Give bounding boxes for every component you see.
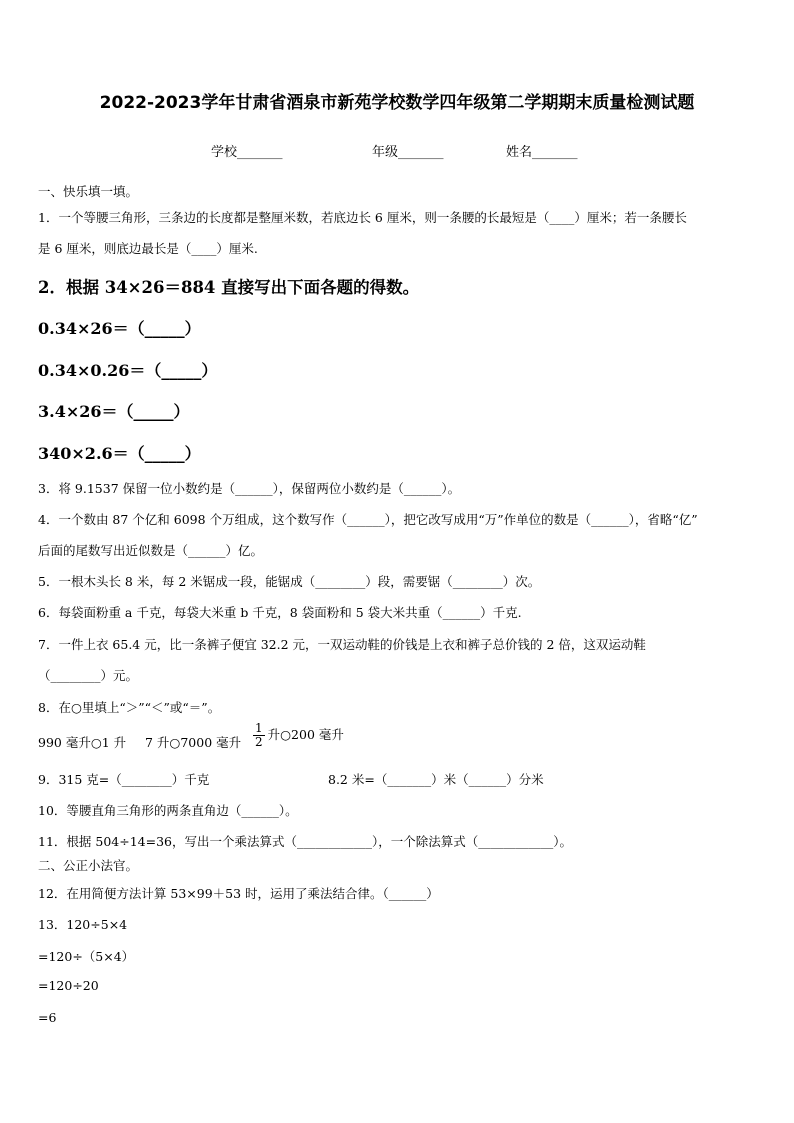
- fraction-denominator: 2: [255, 735, 263, 749]
- question-2-item: 340×2.6＝（_____）: [38, 444, 201, 463]
- section-2-heading: 二、公正小法官。: [38, 858, 139, 873]
- question-8: 8．在○里填上“＞”“＜”或“＝”。: [38, 700, 221, 715]
- question-13-line: 13．120÷5×4: [38, 917, 128, 932]
- question-7-line-2: （________）元。: [38, 668, 139, 683]
- question-2: 2．根据 34×26＝884 直接写出下面各题的得数。: [38, 278, 420, 297]
- question-9-a: 9．315 克=（________）千克: [38, 772, 210, 787]
- question-5: 5．一根木头长 8 米，每 2 米锯成一段，能锯成（________）段，需要锯（________）次。: [38, 574, 541, 589]
- question-8-item-c-text: 升○200 毫升: [267, 727, 344, 742]
- page-title: 2022-2023学年甘肃省酒泉市新苑学校数学四年级第二学期期末质量检测试题: [99, 93, 695, 113]
- question-9-b: 8.2 米=（_______）米（______）分米: [328, 772, 544, 787]
- question-2-item: 0.34×26＝（_____）: [38, 319, 201, 338]
- question-13-line: =120÷（5×4）: [38, 949, 135, 964]
- question-1-line-2: 是 6 厘米，则底边最长是（____）厘米.: [38, 241, 258, 256]
- question-6: 6．每袋面粉重 a 千克，每袋大米重 b 千克，8 袋面粉和 5 袋大米共重（______）千克.: [38, 605, 522, 620]
- question-8-item-b: 7 升○7000 毫升: [145, 735, 242, 750]
- section-1-heading: 一、快乐填一填。: [38, 184, 139, 199]
- question-10: 10．等腰直角三角形的两条直角边（______）。: [38, 803, 298, 818]
- question-12: 12．在用简便方法计算 53×99＋53 时，运用了乘法结合律。（______）: [38, 886, 439, 901]
- question-11: 11．根据 504÷14=36，写出一个乘法算式（____________），一个除法算式（____________）。: [38, 834, 572, 849]
- question-8-item-c: [250, 722, 344, 749]
- fraction: [253, 722, 265, 749]
- question-7-line-1: 7．一件上衣 65.4 元，比一条裤子便宜 32.2 元，一双运动鞋的价钱是上衣和裤子总价钱的 2 倍，这双运动鞋: [38, 637, 646, 652]
- name-field: 姓名_______: [506, 145, 578, 160]
- question-2-item: 0.34×0.26＝（_____）: [38, 361, 218, 380]
- question-2-item: 3.4×26＝（_____）: [38, 402, 190, 421]
- question-8-item-a: 990 毫升○1 升: [38, 735, 127, 750]
- question-13-line: =120÷20: [38, 978, 99, 993]
- school-field: 学校_______: [211, 145, 283, 160]
- grade-field: 年级_______: [372, 145, 444, 160]
- question-1-line-1: 1．一个等腰三角形，三条边的长度都是整厘米数，若底边长 6 厘米，则一条腰的长最短是（____）厘米；若一条腰长: [38, 210, 687, 225]
- question-4-line-2: 后面的尾数写出近似数是（______）亿。: [38, 543, 264, 558]
- question-13-line: =6: [38, 1010, 57, 1025]
- question-3: 3．将 9.1537 保留一位小数约是（______），保留两位小数约是（______）。: [38, 481, 461, 496]
- question-4-line-1: 4．一个数由 87 个亿和 6098 个万组成，这个数写作（______），把它改写成用“万”作单位的数是（______），省略“亿”: [38, 512, 698, 527]
- fraction-numerator: 1: [255, 721, 263, 735]
